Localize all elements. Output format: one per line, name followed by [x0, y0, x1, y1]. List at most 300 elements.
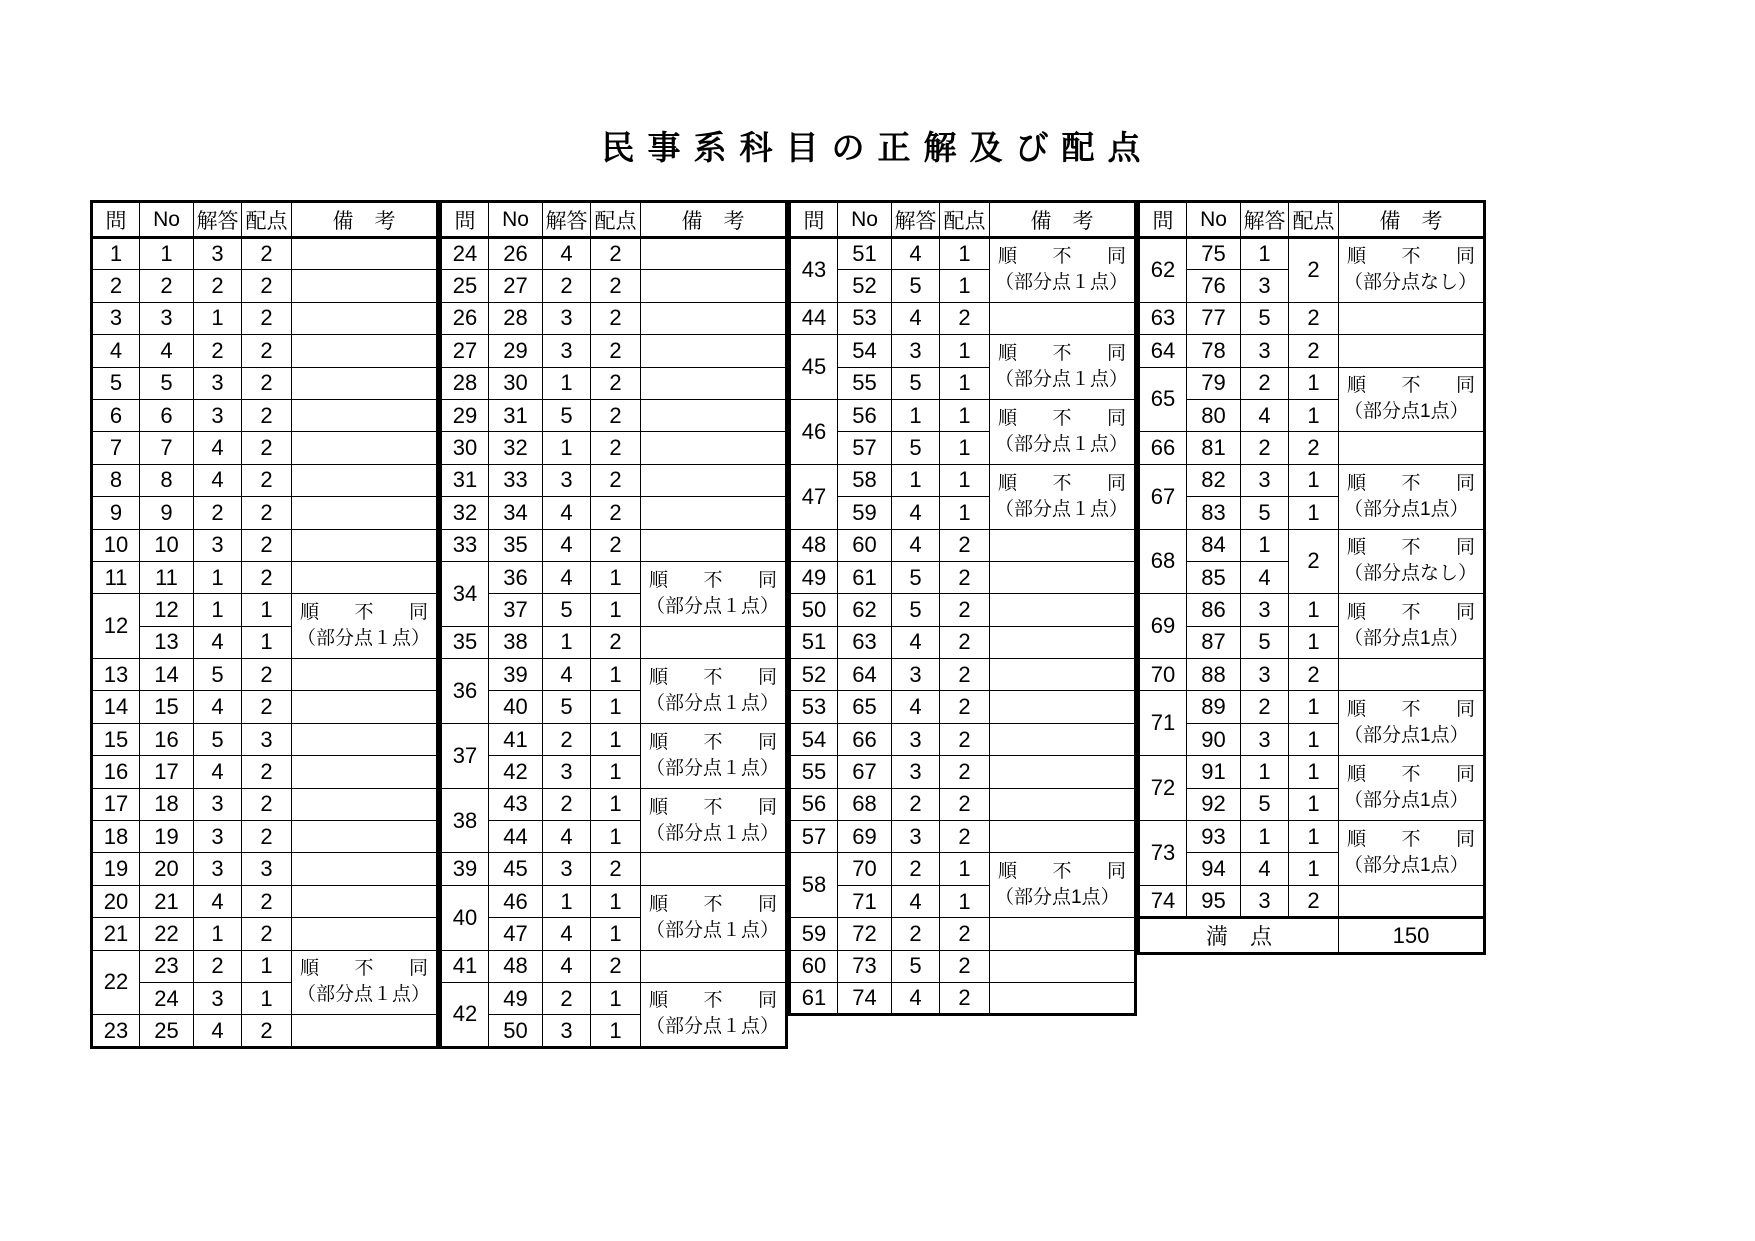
table-row: [92, 788, 438, 820]
cell-remark: [292, 918, 438, 950]
table-row: [92, 853, 438, 885]
cell-answer: 1: [194, 594, 242, 626]
cell-no: 55: [838, 367, 892, 399]
column-header-remarks: 備 考: [292, 202, 438, 238]
cell-question: 33: [441, 529, 489, 561]
cell-answer: 2: [892, 853, 940, 885]
cell-remark: [292, 497, 438, 529]
cell-answer: 4: [543, 238, 591, 270]
cell-answer: 3: [1241, 659, 1289, 691]
remark-order-free: 順不同: [1347, 602, 1475, 624]
cell-no: 1: [140, 238, 194, 270]
column-header-no: No: [489, 202, 543, 238]
table-row: [790, 691, 1136, 723]
cell-question: 25: [441, 270, 489, 302]
cell-answer: 4: [892, 529, 940, 561]
cell-points: 2: [591, 529, 641, 561]
cell-no: 2: [140, 270, 194, 302]
cell-remark: [292, 432, 438, 464]
table-row: [92, 270, 438, 302]
cell-answer: 1: [543, 432, 591, 464]
cell-answer: 4: [543, 497, 591, 529]
table-row: [790, 821, 1136, 853]
remark-order-free: 順不同: [300, 602, 428, 624]
cell-remark: [990, 335, 1136, 400]
cell-points: 1: [1289, 626, 1339, 658]
cell-no: 20: [140, 853, 194, 885]
table-row: [92, 659, 438, 691]
cell-answer: 2: [892, 918, 940, 950]
cell-points: 2: [242, 399, 292, 431]
cell-answer: 3: [1241, 723, 1289, 755]
cell-no: 16: [140, 723, 194, 755]
cell-answer: 2: [194, 497, 242, 529]
cell-points: 2: [940, 529, 990, 561]
remark-order-free: 順不同: [998, 861, 1126, 883]
cell-points: 2: [940, 982, 990, 1014]
cell-answer: 3: [194, 367, 242, 399]
cell-remark: [1339, 885, 1485, 917]
cell-points: 2: [591, 399, 641, 431]
cell-no: 5: [140, 367, 194, 399]
table-row: [790, 788, 1136, 820]
table-row: [1139, 659, 1485, 691]
remark-partial-points: （部分点１点）: [646, 1016, 780, 1038]
cell-points: 2: [591, 270, 641, 302]
cell-points: 2: [940, 626, 990, 658]
cell-remark: [990, 853, 1136, 918]
cell-remark: [990, 821, 1136, 853]
cell-question: 27: [441, 335, 489, 367]
cell-answer: 4: [1241, 561, 1289, 593]
cell-points: 1: [1289, 399, 1339, 431]
cell-remark: [292, 367, 438, 399]
cell-remark: [990, 464, 1136, 529]
cell-question: 41: [441, 950, 489, 982]
cell-answer: 3: [543, 756, 591, 788]
cell-no: 83: [1187, 497, 1241, 529]
cell-no: 93: [1187, 821, 1241, 853]
cell-question: 65: [1139, 367, 1187, 432]
full-marks-row: [1139, 918, 1485, 954]
cell-remark: [292, 950, 438, 1015]
cell-question: 53: [790, 691, 838, 723]
table-row: [441, 464, 787, 496]
table-row: [92, 950, 438, 982]
cell-no: 75: [1187, 238, 1241, 270]
table-row: [441, 367, 787, 399]
cell-answer: 4: [892, 497, 940, 529]
cell-question: 23: [92, 1015, 140, 1047]
cell-no: 76: [1187, 270, 1241, 302]
table-row: [1139, 367, 1485, 399]
cell-no: 64: [838, 659, 892, 691]
cell-no: 35: [489, 529, 543, 561]
answer-table-group-1: [90, 200, 439, 1049]
cell-no: 48: [489, 950, 543, 982]
cell-question: 24: [441, 238, 489, 270]
cell-answer: 4: [543, 659, 591, 691]
cell-no: 60: [838, 529, 892, 561]
cell-answer: 1: [194, 302, 242, 334]
cell-no: 49: [489, 982, 543, 1014]
cell-question: 1: [92, 238, 140, 270]
cell-remark: [990, 918, 1136, 950]
cell-points: 2: [591, 367, 641, 399]
cell-question: 43: [790, 238, 838, 303]
remark-order-free: 順不同: [1347, 828, 1475, 850]
cell-answer: 4: [194, 691, 242, 723]
cell-points: 2: [1289, 238, 1339, 303]
cell-answer: 5: [194, 659, 242, 691]
cell-question: 17: [92, 788, 140, 820]
cell-question: 71: [1139, 691, 1187, 756]
cell-question: 49: [790, 561, 838, 593]
cell-answer: 3: [892, 821, 940, 853]
cell-answer: 3: [1241, 594, 1289, 626]
cell-question: 45: [790, 335, 838, 400]
cell-remark: [292, 691, 438, 723]
cell-remark: [641, 950, 787, 982]
cell-answer: 3: [194, 982, 242, 1014]
cell-no: 23: [140, 950, 194, 982]
cell-points: 2: [242, 270, 292, 302]
cell-remark: [641, 659, 787, 724]
remark-order-free: 順不同: [1347, 699, 1475, 721]
cell-points: 2: [1289, 302, 1339, 334]
cell-no: 22: [140, 918, 194, 950]
cell-question: 70: [1139, 659, 1187, 691]
remark-order-free: 順不同: [649, 731, 777, 753]
remark-order-free: 順不同: [1347, 375, 1475, 397]
cell-no: 66: [838, 723, 892, 755]
cell-points: 1: [1289, 594, 1339, 626]
cell-no: 53: [838, 302, 892, 334]
cell-no: 39: [489, 659, 543, 691]
cell-answer: 5: [892, 432, 940, 464]
cell-no: 77: [1187, 302, 1241, 334]
cell-answer: 3: [194, 399, 242, 431]
cell-question: 37: [441, 723, 489, 788]
table-row: [441, 561, 787, 593]
table-row: [92, 302, 438, 334]
table-row: [92, 464, 438, 496]
cell-remark: [641, 561, 787, 626]
cell-answer: 5: [892, 270, 940, 302]
cell-answer: 4: [543, 918, 591, 950]
table-row: [92, 918, 438, 950]
cell-question: 40: [441, 885, 489, 950]
cell-answer: 3: [194, 238, 242, 270]
cell-points: 1: [591, 659, 641, 691]
cell-remark: [292, 335, 438, 367]
remark-partial-points: （部分点1点）: [1344, 498, 1469, 520]
cell-no: 9: [140, 497, 194, 529]
cell-no: 31: [489, 399, 543, 431]
cell-remark: [292, 659, 438, 691]
cell-points: 2: [940, 821, 990, 853]
table-row: [441, 788, 787, 820]
column-header-points: 配点: [940, 202, 990, 238]
cell-no: 3: [140, 302, 194, 334]
cell-question: 72: [1139, 756, 1187, 821]
cell-points: 1: [940, 464, 990, 496]
table-row: [1139, 432, 1485, 464]
table-row: [790, 659, 1136, 691]
cell-no: 63: [838, 626, 892, 658]
cell-question: 57: [790, 821, 838, 853]
cell-question: 47: [790, 464, 838, 529]
cell-answer: 4: [194, 756, 242, 788]
cell-points: 1: [1289, 691, 1339, 723]
cell-points: 1: [1289, 853, 1339, 885]
cell-no: 81: [1187, 432, 1241, 464]
cell-no: 19: [140, 821, 194, 853]
cell-points: 2: [591, 853, 641, 885]
cell-points: 2: [591, 238, 641, 270]
cell-points: 1: [591, 594, 641, 626]
cell-question: 42: [441, 982, 489, 1047]
remark-partial-points: （部分点１点）: [995, 498, 1129, 520]
cell-question: 21: [92, 918, 140, 950]
cell-answer: 2: [1241, 367, 1289, 399]
answer-table-group-3: [788, 200, 1137, 1016]
cell-question: 67: [1139, 464, 1187, 529]
cell-question: 60: [790, 950, 838, 982]
cell-no: 92: [1187, 788, 1241, 820]
cell-points: 2: [242, 432, 292, 464]
table-row: [790, 756, 1136, 788]
remark-order-free: 順不同: [649, 569, 777, 591]
cell-question: 62: [1139, 238, 1187, 303]
cell-points: 1: [1289, 497, 1339, 529]
cell-remark: [1339, 821, 1485, 886]
cell-remark: [292, 399, 438, 431]
cell-remark: [641, 238, 787, 270]
table-row: [790, 464, 1136, 496]
cell-remark: [292, 594, 438, 659]
column-header-answer: 解答: [194, 202, 242, 238]
cell-remark: [1339, 367, 1485, 432]
cell-points: 2: [242, 367, 292, 399]
cell-no: 21: [140, 885, 194, 917]
cell-no: 58: [838, 464, 892, 496]
table-row: [1139, 302, 1485, 334]
cell-answer: 3: [892, 335, 940, 367]
cell-question: 39: [441, 853, 489, 885]
cell-question: 3: [92, 302, 140, 334]
cell-no: 13: [140, 626, 194, 658]
cell-points: 2: [1289, 432, 1339, 464]
remark-partial-points: （部分点１点）: [995, 433, 1129, 455]
cell-question: 18: [92, 821, 140, 853]
cell-remark: [1339, 464, 1485, 529]
cell-no: 51: [838, 238, 892, 270]
cell-answer: 3: [892, 659, 940, 691]
remark-order-free: 順不同: [1347, 246, 1475, 268]
cell-no: 79: [1187, 367, 1241, 399]
cell-remark: [641, 982, 787, 1047]
cell-question: 59: [790, 918, 838, 950]
cell-no: 89: [1187, 691, 1241, 723]
cell-points: 2: [940, 756, 990, 788]
cell-answer: 4: [194, 626, 242, 658]
cell-points: 2: [242, 821, 292, 853]
table-row: [92, 1015, 438, 1047]
cell-answer: 5: [543, 691, 591, 723]
column-header-question: 問: [92, 202, 140, 238]
remark-partial-points: （部分点１点）: [646, 822, 780, 844]
table-row: [1139, 464, 1485, 496]
cell-answer: 3: [1241, 885, 1289, 917]
answer-table-group-2: [439, 200, 788, 1049]
cell-question: 16: [92, 756, 140, 788]
cell-remark: [292, 756, 438, 788]
cell-no: 29: [489, 335, 543, 367]
cell-points: 1: [940, 853, 990, 885]
cell-points: 2: [1289, 529, 1339, 594]
cell-no: 72: [838, 918, 892, 950]
cell-no: 44: [489, 821, 543, 853]
cell-answer: 5: [892, 561, 940, 593]
cell-no: 88: [1187, 659, 1241, 691]
cell-no: 18: [140, 788, 194, 820]
cell-answer: 2: [543, 788, 591, 820]
cell-answer: 2: [543, 723, 591, 755]
remark-order-free: 順不同: [998, 343, 1126, 365]
cell-no: 40: [489, 691, 543, 723]
cell-question: 28: [441, 367, 489, 399]
table-row: [790, 723, 1136, 755]
cell-question: 69: [1139, 594, 1187, 659]
table-row: [441, 302, 787, 334]
cell-points: 2: [242, 691, 292, 723]
cell-question: 11: [92, 561, 140, 593]
cell-no: 80: [1187, 399, 1241, 431]
cell-answer: 2: [194, 270, 242, 302]
table-row: [441, 529, 787, 561]
cell-question: 54: [790, 723, 838, 755]
table-row: [790, 302, 1136, 334]
cell-answer: 3: [892, 756, 940, 788]
table-row: [92, 497, 438, 529]
cell-remark: [641, 464, 787, 496]
cell-points: 1: [242, 594, 292, 626]
cell-no: 85: [1187, 561, 1241, 593]
cell-question: 32: [441, 497, 489, 529]
column-header-remarks: 備 考: [990, 202, 1136, 238]
table-row: [92, 529, 438, 561]
table-row: [92, 561, 438, 593]
remark-partial-points: （部分点1点）: [1344, 854, 1469, 876]
cell-no: 15: [140, 691, 194, 723]
cell-question: 74: [1139, 885, 1187, 917]
cell-no: 87: [1187, 626, 1241, 658]
cell-no: 42: [489, 756, 543, 788]
table-row: [790, 918, 1136, 950]
remark-order-free: 順不同: [1347, 537, 1475, 559]
table-row: [92, 594, 438, 626]
cell-answer: 5: [892, 950, 940, 982]
table-row: [441, 432, 787, 464]
cell-answer: 3: [543, 464, 591, 496]
cell-remark: [641, 788, 787, 853]
column-header-points: 配点: [1289, 202, 1339, 238]
cell-remark: [292, 1015, 438, 1047]
cell-answer: 5: [892, 594, 940, 626]
table-row: [441, 270, 787, 302]
cell-points: 2: [591, 497, 641, 529]
cell-points: 2: [591, 950, 641, 982]
cell-points: 1: [591, 756, 641, 788]
cell-question: 5: [92, 367, 140, 399]
cell-answer: 3: [543, 853, 591, 885]
table-row: [441, 497, 787, 529]
cell-remark: [1339, 529, 1485, 594]
cell-remark: [641, 497, 787, 529]
table-row: [92, 238, 438, 270]
cell-answer: 4: [194, 885, 242, 917]
cell-question: 61: [790, 982, 838, 1014]
cell-no: 52: [838, 270, 892, 302]
cell-answer: 4: [194, 464, 242, 496]
cell-remark: [990, 982, 1136, 1014]
cell-no: 70: [838, 853, 892, 885]
cell-answer: 2: [194, 335, 242, 367]
cell-answer: 1: [1241, 821, 1289, 853]
cell-no: 30: [489, 367, 543, 399]
cell-no: 46: [489, 885, 543, 917]
remark-partial-points: （部分点１点）: [646, 595, 780, 617]
cell-remark: [990, 561, 1136, 593]
cell-answer: 2: [892, 788, 940, 820]
cell-answer: 1: [1241, 238, 1289, 270]
cell-points: 2: [242, 238, 292, 270]
cell-points: 2: [591, 626, 641, 658]
cell-no: 95: [1187, 885, 1241, 917]
remark-order-free: 順不同: [998, 407, 1126, 429]
table-row: [790, 626, 1136, 658]
column-header-question: 問: [441, 202, 489, 238]
cell-points: 1: [591, 723, 641, 755]
cell-answer: 3: [194, 529, 242, 561]
cell-no: 86: [1187, 594, 1241, 626]
cell-points: 1: [242, 950, 292, 982]
remark-partial-points: （部分点１点）: [646, 919, 780, 941]
cell-no: 69: [838, 821, 892, 853]
cell-no: 74: [838, 982, 892, 1014]
cell-remark: [990, 238, 1136, 303]
cell-points: 2: [242, 302, 292, 334]
cell-points: 1: [1289, 723, 1339, 755]
cell-answer: 1: [543, 626, 591, 658]
table-row: [790, 594, 1136, 626]
full-marks-label: 満 点: [1139, 918, 1339, 954]
remark-order-free: 順不同: [649, 796, 777, 818]
remark-order-free: 順不同: [649, 893, 777, 915]
cell-remark: [1339, 432, 1485, 464]
cell-answer: 2: [194, 950, 242, 982]
remark-partial-points: （部分点１点）: [297, 984, 431, 1006]
cell-remark: [641, 367, 787, 399]
table-row: [790, 982, 1136, 1014]
cell-question: 68: [1139, 529, 1187, 594]
cell-no: 41: [489, 723, 543, 755]
cell-answer: 1: [892, 464, 940, 496]
header-row: [441, 202, 787, 238]
cell-answer: 3: [543, 1015, 591, 1047]
table-row: [92, 756, 438, 788]
